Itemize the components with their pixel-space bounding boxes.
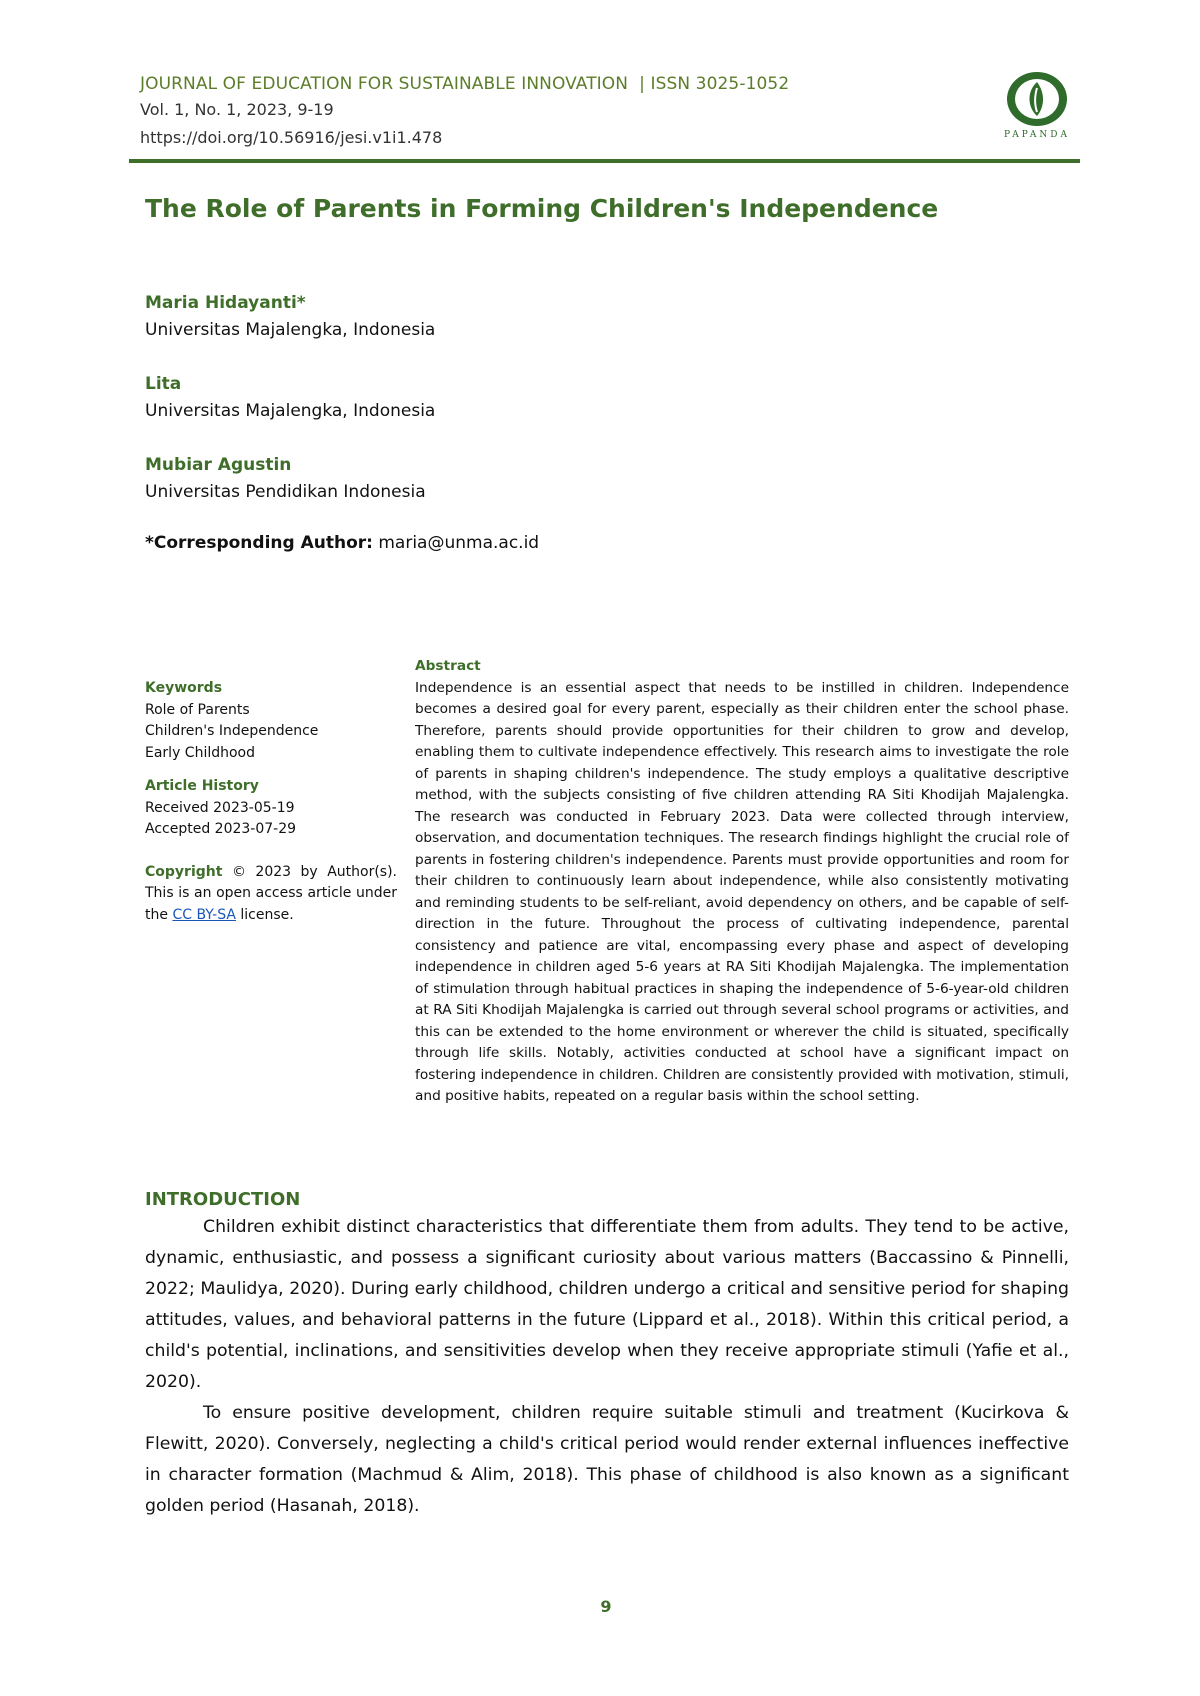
header-rule [129, 159, 1080, 163]
keyword-item: Role of Parents [145, 701, 250, 718]
author-block [145, 290, 435, 344]
abstract-text: Independence is an essential aspect that needs to be instilled in children. Independence becomes a desired goal for every parent, especially as their children enter the school phase. Therefore, parents should provide opportunities for their children to grow and develop, enabling them to cultivate independence effectively. This research aims to investigate the role of parents in shaping children's independence. The study employs a qualitative descriptive method, with the subjects consisting of five children attending RA Siti Khodijah Majalengka. The research was conducted in February 2023. Data were collected through interview, observation, and documentation techniques. The research findings highlight the crucial role of parents in fostering children's independence. Parents must provide opportunities and room for their children to continuously learn about independence, while also consistently motivating and reminding students to be self-reliant, avoid dependency on others, and be capable of self-direction in the future. Throughout the process of cultivating independence, parental consistency and patience are vital, encompassing every phase and aspect of developing independence in children aged 5-6 years at RA Siti Khodijah Majalengka. The implementation of stimulation through habitual practices in shaping the independence of 5-6-year-old children at RA Siti Khodijah Majalengka is carried out through several school programs or activities, and this can be extended to the home environment or wherever the child is situated, specifically through life skills. Notably, activities conducted at school have a significant impact on fostering independence in children. Children are consistently provided with motivation, stimuli, and positive habits, repeated on a regular basis within the school setting. [415, 679, 1069, 1104]
license-link[interactable]: CC BY-SA [172, 906, 236, 923]
abstract-section [415, 656, 1069, 1108]
author-affiliation: Universitas Majalengka, Indonesia [145, 320, 436, 340]
author-name: Lita [145, 374, 182, 394]
accepted-date: Accepted 2023-07-29 [145, 821, 297, 837]
copyright-suffix: license. [240, 906, 294, 923]
paper-title: The Role of Parents in Forming Children's Independence [145, 194, 939, 223]
journal-header [140, 72, 1080, 152]
corresponding-author [145, 533, 539, 553]
author-block [145, 452, 426, 506]
journal-title-line [140, 72, 1080, 96]
intro-paragraph: Children exhibit distinct characteristics that differentiate them from adults. They tend to be active, dynamic, enthusiastic, and possess a significant curiosity about various matters (Baccassino & Pinnelli, 2022; Maulidya, 2020). During early childhood, children undergo a critical and sensitive period for shaping attitudes, values, and behavioral patterns in the future (Lippard et al., 2018). Within this critical period, a child's potential, inclinations, and sensitivities develop when they receive appropriate stimuli (Yafie et al., 2020). [145, 1217, 1069, 1392]
author-affiliation: Universitas Majalengka, Indonesia [145, 401, 436, 421]
doi-link[interactable]: https://doi.org/10.56916/jesi.v1i1.478 [140, 128, 443, 147]
author-affiliation: Universitas Pendidikan Indonesia [145, 482, 426, 502]
copyright-label: Copyright [145, 863, 223, 880]
leaf-logo-icon [1004, 68, 1070, 128]
keywords-heading: Keywords [145, 680, 223, 696]
journal-issn: ISSN 3025-1052 [650, 74, 790, 94]
logo-text: PAPANDA [1003, 130, 1071, 140]
author-name: Mubiar Agustin [145, 455, 292, 475]
keyword-item: Children's Independence [145, 723, 319, 739]
volume-info: Vol. 1, No. 1, 2023, 9-19 [140, 100, 334, 119]
author-block [145, 371, 435, 425]
separator: | [633, 74, 651, 94]
corresponding-label: *Corresponding Author: [145, 533, 373, 553]
introduction-heading: INTRODUCTION [145, 1189, 301, 1210]
journal-name: JOURNAL OF EDUCATION FOR SUSTAINABLE INNOVATION [140, 74, 629, 94]
copyright-text: © 2023 by Author(s). This is an open access article under the [145, 863, 398, 923]
article-sidebar [145, 678, 397, 926]
history-heading: Article History [145, 778, 259, 794]
introduction-section [145, 1188, 1069, 1522]
copyright-notice [145, 862, 397, 927]
papanda-logo [996, 68, 1078, 140]
received-date: Received 2023-05-19 [145, 799, 295, 816]
keyword-item: Early Childhood [145, 744, 256, 761]
intro-paragraph: To ensure positive development, children require suitable stimuli and treatment (Kucirkova & Flewitt, 2020). Conversely, neglecting a child's critical period would render external influences ineffective in character formation (Machmud & Alim, 2018). This phase of childhood is also known as a significant golden period (Hasanah, 2018). [145, 1403, 1069, 1516]
corresponding-email[interactable]: maria@unma.ac.id [378, 533, 540, 553]
author-name: Maria Hidayanti* [145, 293, 306, 313]
abstract-heading: Abstract [415, 658, 481, 674]
page-number: 9 [600, 1597, 612, 1616]
